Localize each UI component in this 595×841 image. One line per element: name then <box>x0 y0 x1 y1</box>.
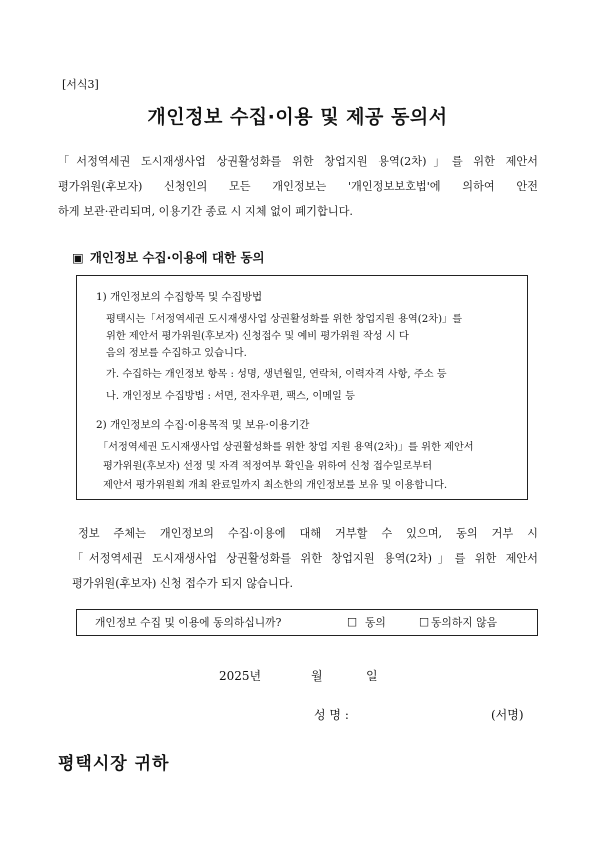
item1-collected-items: 가. 수집하는 개인정보 항목 : 성명, 생년월일, 연락처, 이력자격 사항, 주소 등 <box>106 369 447 380</box>
intro-line: 「서정역세권 도시재생사업 상권활성화를 위한 창업지원 용역(2차)」를 위한 제안서 <box>58 155 538 168</box>
item1-body-line: 위한 제안서 평가위원(후보자) 신청접수 및 예비 평가위원 작성 시 다 <box>106 331 409 342</box>
agree-label: 동의 <box>365 616 386 629</box>
item2-title: 2) 개인정보의 수집·이용목적 및 보유·이용기간 <box>96 419 310 431</box>
signature-seal: (서명) <box>491 708 524 722</box>
item1-title: 1) 개인정보의 수집항목 및 수집방법 <box>96 291 263 303</box>
item1-collection-method: 나. 개인정보 수집방법 : 서면, 전자우편, 팩스, 이메일 등 <box>106 391 355 402</box>
item2-body-line: 평가위원(후보자) 선정 및 자격 적정여부 확인을 위하여 신청 접수일로부터 <box>103 461 433 472</box>
refusal-line: 평가위원(후보자) 신청 접수가 되지 않습니다. <box>72 577 294 590</box>
disagree-checkbox[interactable]: □ <box>419 615 430 628</box>
item2-body-line: 「서정역세권 도시재생사업 상권활성화를 위한 창업 지원 용역(2차)」를 위한 제안서 <box>98 442 474 453</box>
intro-paragraph <box>58 149 538 224</box>
form-number: [서식3] <box>62 78 99 91</box>
refusal-line: 정보 주체는 개인정보의 수집·이용에 대해 거부할 수 있으며, 동의 거부 시 <box>78 527 538 540</box>
section-heading-text: 개인정보 수집·이용에 대한 동의 <box>89 250 265 265</box>
refusal-line: 「서정역세권 도시재생사업 상권활성화를 위한 창업지원 용역(2차)」를 위한 제안서 <box>72 552 538 565</box>
date-month: 월 <box>311 669 323 683</box>
intro-line: 하게 보관·관리되며, 이용기간 종료 시 지체 없이 폐기합니다. <box>58 205 353 218</box>
intro-line: 평가위원(후보자) 신청인의 모든 개인정보는 '개인정보보호법'에 의하여 안전 <box>58 180 538 193</box>
consent-question: 개인정보 수집 및 이용에 동의하십니까? <box>95 616 282 629</box>
item2-body-line: 제안서 평가위원회 개최 완료일까지 최소한의 개인정보를 보유 및 이용합니다. <box>103 480 448 491</box>
refusal-notice <box>72 521 538 596</box>
agree-checkbox[interactable]: □ <box>347 615 358 628</box>
disagree-label: 동의하지 않음 <box>431 616 498 629</box>
item1-body-line: 음의 정보를 수집하고 있습니다. <box>106 348 247 359</box>
item1-body-line: 평택시는「서정역세권 도시재생사업 상권활성화를 위한 창업지원 용역(2차)」를 <box>106 314 463 325</box>
date-day: 일 <box>366 669 378 683</box>
consent-details-box <box>76 275 528 500</box>
document-title: 개인정보 수집·이용 및 제공 동의서 <box>147 106 448 128</box>
section-marker-icon: ▣ <box>72 250 84 265</box>
addressee: 평택시장 귀하 <box>58 754 170 774</box>
consent-choice-box <box>76 609 538 636</box>
date-year: 2025년 <box>219 669 262 683</box>
signature-label: 성 명 : <box>314 708 349 722</box>
section-heading <box>72 248 265 266</box>
